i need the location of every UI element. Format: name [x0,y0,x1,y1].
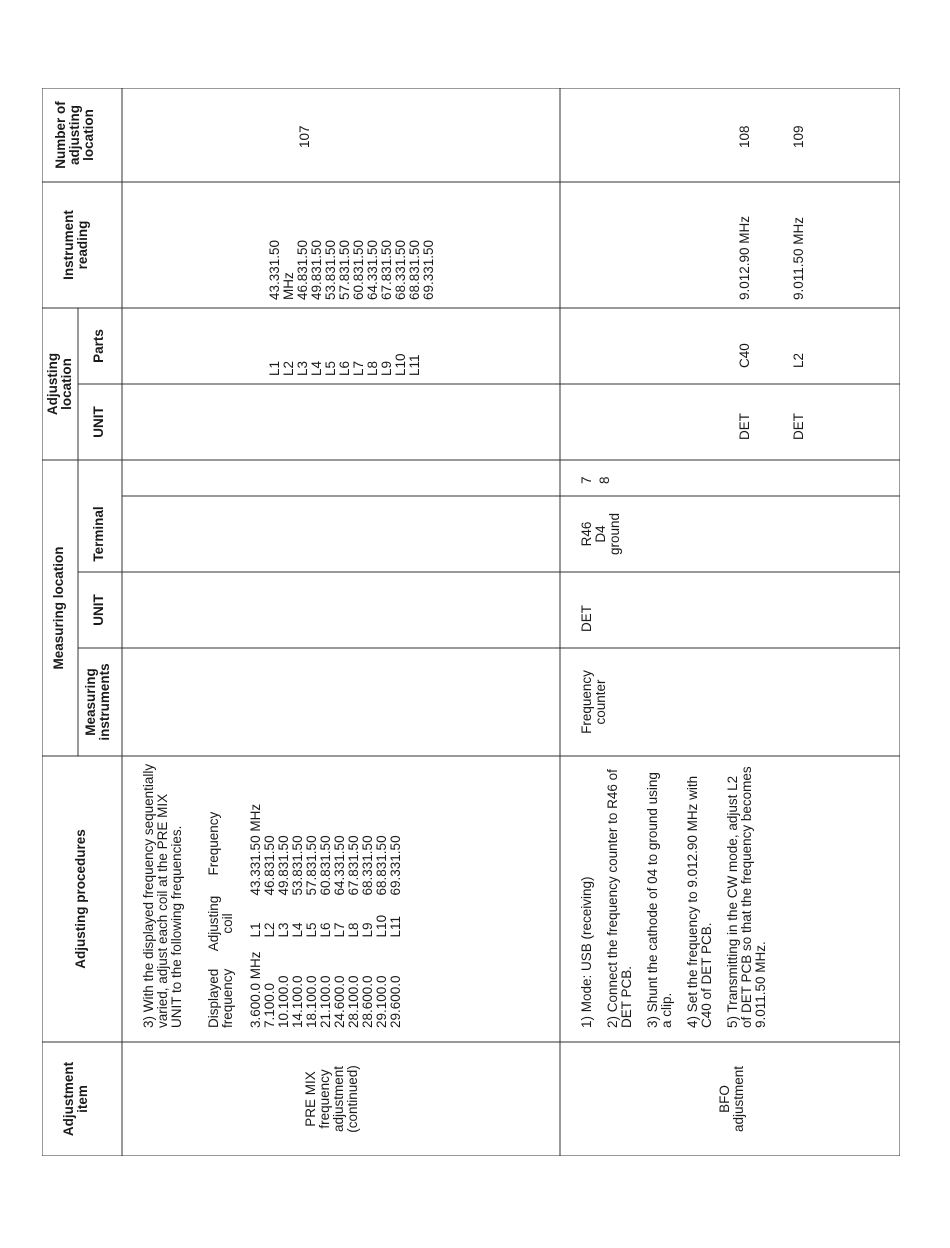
table-row: 29.100.0 L10 68.831.50 [374,835,389,1028]
bfo-row5-part: L2 [791,352,806,368]
bfo-adjustment-item: BFO adjustment [717,1065,746,1133]
bfo-row5-number: 109 [791,125,806,148]
premix-intro: 3) With the displayed frequency sequentially varied, adjust each coil at the PRE MIX UNIT to the following frequencies. [141,763,184,1028]
header-adjustment-item: Adjustment item [61,1061,90,1137]
table-row: 7.100.0 L2 46.831.50 [262,835,277,1028]
header-adjusting-unit: UNIT [91,406,106,438]
premix-adjustment-item: PRE MIX frequency adjustment (continued) [303,1065,360,1133]
bfo-terminal-numbers: 7 8 [579,476,612,484]
table-row: 29.600.0 L11 69.331.50 [388,835,403,1028]
premix-col-displayed: Displayed frequency [206,968,235,1028]
table-row: 14.100.0 L4 53.831.50 [290,835,305,1028]
premix-instrument-readings: 43.331.50 MHz 46.831.50 49.831.50 53.831.50 57.831.50 60.831.50 64.331.50 67.831.50 68.331.50 68.831.50 69.331.50 [267,239,436,300]
header-instrument-reading: Instrument reading [61,210,90,280]
table-row: 18.100.0 L5 57.831.50 [304,835,319,1028]
bfo-measuring-instrument: Frequency counter [579,670,608,734]
adjustment-sheet [42,88,900,1156]
header-measuring-location: Measuring location [51,546,66,670]
premix-frequency-table [207,758,403,1028]
bfo-step-2: 2) Connect the frequency counter to R46 of DET PCB. [605,769,634,1028]
bfo-row4-number: 108 [737,125,752,148]
header-parts: Parts [91,329,106,363]
header-number-of-adjusting-location: Number of adjusting location [53,101,96,169]
table-row: 21.100.0 L6 60.831.50 [318,835,333,1028]
header-adjusting-location: Adjusting location [45,352,74,416]
bfo-row4-reading: 9.012.90 MHz [737,215,752,300]
bfo-row4-part: C40 [737,343,752,368]
table-row: 28.100.0 L8 67.831.50 [346,835,361,1028]
premix-parts-list: L1 L2 L3 L4 L5 L6 L7 L8 L9 L10 L11 [267,353,422,376]
bfo-step-5: 5) Transmitting in the CW mode, adjust L2 of DET PCB so that the frequency becomes 9.011.50 MHz. [725,766,768,1028]
bfo-row4-unit: DET [737,413,752,440]
bfo-row5-unit: DET [791,413,806,440]
bfo-step-1: 1) Mode: USB (receiving) [579,876,594,1028]
premix-col-frequency: Frequency [206,811,221,876]
bfo-row5-reading: 9.011.50 MHz [791,216,806,300]
table-row: 10.100.0 L3 49.831.50 [276,835,291,1028]
header-adjusting-procedures: Adjusting procedures [73,829,88,969]
bfo-steps [580,762,768,1028]
bfo-terminal-list: R46 D4 ground [579,512,622,556]
premix-location-number: 107 [297,125,312,148]
premix-col-coil: Adjusting coil [206,895,235,952]
header-measuring-instruments: Measuring instruments [83,663,112,741]
bfo-measuring-unit: DET [579,605,594,632]
bfo-step-3: 3) Shunt the cathode of 04 to ground using a clip. [645,772,674,1028]
bfo-step-4: 4) Set the frequency to 9.012.90 MHz with C40 of DET PCB. [685,775,714,1028]
table-row: 28.600.0 L9 68.331.50 [360,835,375,1028]
header-measuring-unit: UNIT [91,594,106,626]
header-terminal: Terminal [91,506,106,562]
table-row: 3.600.0 MHz L1 43.331.50 MHz [248,803,263,1028]
table-row: 24.600.0 L7 64.331.50 [332,835,347,1028]
